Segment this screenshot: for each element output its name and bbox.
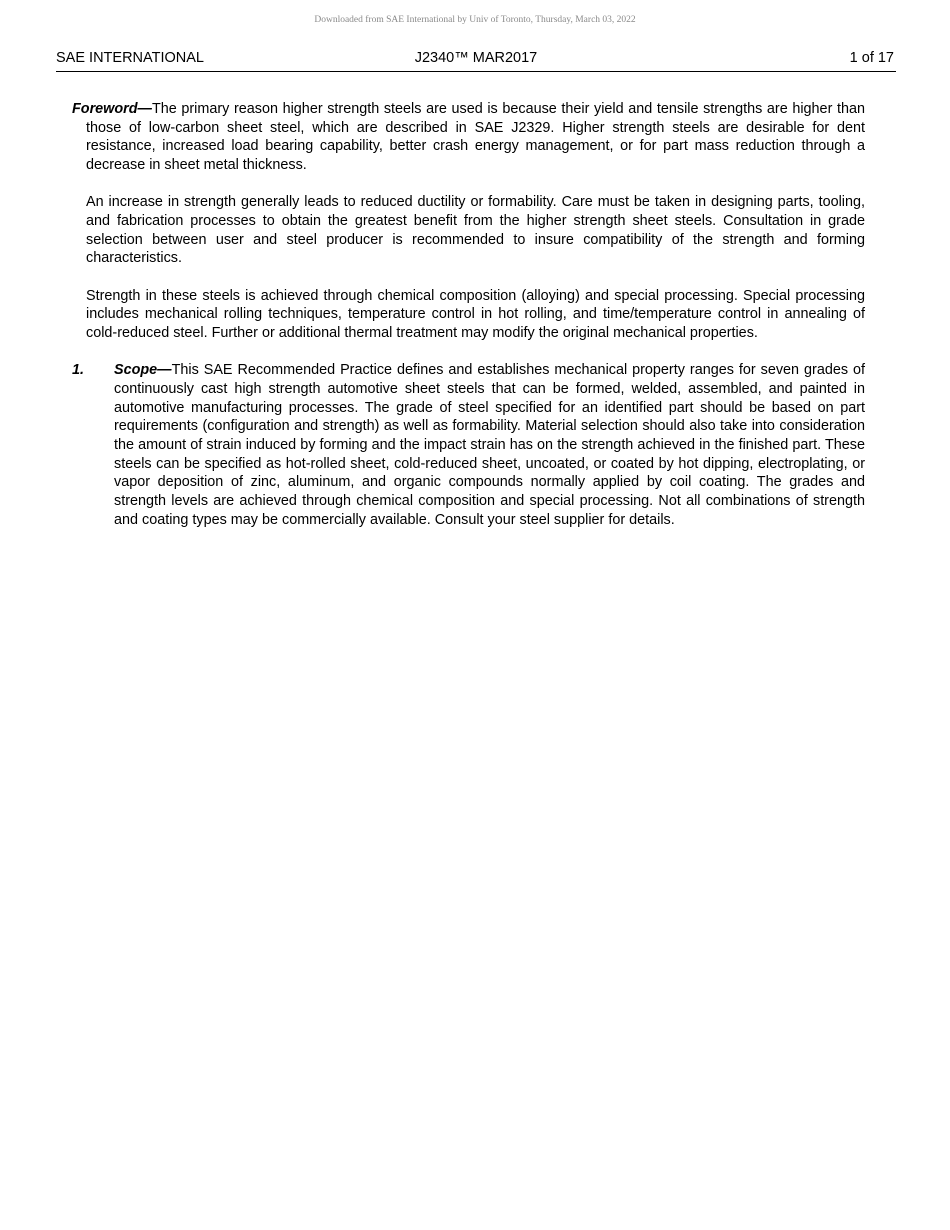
- foreword-paragraph-2: An increase in strength generally leads to reduced ductility or formability. Care must be taken in designing parts, tooling, and fabrication processes to obtain the greatest benefit from the higher strength sheet steels. Consultation in grade selection between user and steel producer is recommended to insure compatibility of the strength and forming characteristics.: [86, 194, 865, 267]
- download-watermark: Downloaded from SAE International by Univ of Toronto, Thursday, March 03, 2022: [314, 15, 636, 25]
- scope-section: [72, 361, 865, 529]
- header-document-id: J2340™ MAR2017: [414, 50, 538, 66]
- foreword-paragraph-1: [72, 100, 865, 175]
- header-organization: SAE INTERNATIONAL: [56, 50, 204, 66]
- foreword-heading: Foreword—: [72, 101, 152, 117]
- page-header: [56, 49, 896, 72]
- header-page-number: 1 of 17: [849, 50, 894, 66]
- scope-text: This SAE Recommended Practice defines and establishes mechanical property ranges for seven grades of continuously cast high strength automotive sheet steels that can be formed, welded, assembled, and painted in automotive manufacturing processes. The grade of steel specified for an identified part should be based on part requirements (configuration and strength) as well as formability. Material selection should also take into consideration the amount of strain induced by forming and the impact strain has on the strength achieved in the finished part. These steels can be specified as hot-rolled sheet, cold-reduced sheet, uncoated, or coated by hot dipping, electroplating, or vapor deposition of zinc, aluminum, and organic compounds normally applied by coil coating. The grades and strength levels are achieved through chemical composition and special processing. Not all combinations of strength and coating types may be commercially available. Consult your steel supplier for details.: [114, 362, 865, 528]
- section-number: 1.: [72, 362, 85, 379]
- scope-heading: Scope—: [114, 362, 172, 379]
- document-body: [72, 100, 865, 530]
- foreword-text-1: The primary reason higher strength steels are used is because their yield and tensile strengths are higher than those of low-carbon sheet steel, which are described in SAE J2329. Higher strength steels are desirable for dent resistance, increased load bearing capability, better crash energy management, or for part mass reduction through a decrease in sheet metal thickness.: [86, 101, 865, 174]
- foreword-paragraph-3: Strength in these steels is achieved through chemical composition (alloying) and special processing. Special processing includes mechanical rolling techniques, temperature control in hot rolling, and time/temperature control in annealing of cold-reduced steel. Further or additional thermal treatment may modify the original mechanical properties.: [86, 287, 865, 342]
